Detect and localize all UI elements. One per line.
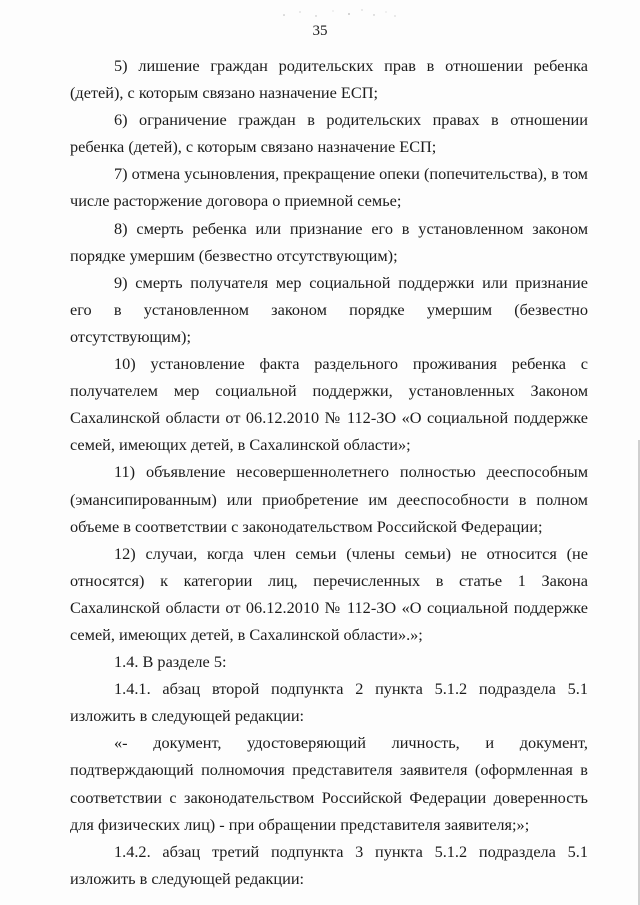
paragraph-item-11: 11) объявление несовершеннолетнего полностью дееспособным (эмансипированным) или приобретение им дееспособности в полном объеме в соответствии с законодательством Российской Федерации; <box>70 462 588 536</box>
scan-noise-mark <box>278 6 400 20</box>
paragraph-item-8: 8) смерть ребенка или признание его в установленном законом порядке умершим (безвестно отсутствующим); <box>70 218 588 265</box>
paragraph-item-7: 7) отмена усыновления, прекращение опеки (попечительства), в том числе расторжение договора о приемной семье; <box>70 164 588 211</box>
paragraph-item-9: 9) смерть получателя мер социальной поддержки или признание его в установленном законом порядке умершим (безвестно отсутствующим); <box>70 272 588 346</box>
section-1-4-1-quote: «- документ, удостоверяющий личность, и документ, подтверждающий полномочия представителя заявителя (оформленная в соответствии с законодательством Российской Федерации доверенность для физических лиц) - при обращении представителя заявителя;»; <box>70 733 588 834</box>
paragraph-item-5: 5) лишение граждан родительских прав в отношении ребенка (детей), с которым связано назначение ЕСП; <box>70 56 588 103</box>
document-body <box>70 52 588 892</box>
paragraph-item-10: 10) установление факта раздельного проживания ребенка с получателем мер социальной поддержки, установленных Законом Сахалинской области от 06.12.2010 № 112-ЗО «О социальной поддержке семей, имеющих детей, в Сахалинской области»; <box>70 354 588 455</box>
section-1-4-2: 1.4.2. абзац третий подпункта 3 пункта 5.1.2 подраздела 5.1 изложить в следующей редакции: <box>70 841 588 888</box>
page-edge-shadow <box>636 0 640 905</box>
section-1-4-heading: 1.4. В разделе 5: <box>114 652 227 672</box>
paragraph-item-12: 12) случаи, когда член семьи (члены семьи) не относится (не относятся) к категории лиц, перечисленных в статье 1 Закона Сахалинской области от 06.12.2010 № 112-ЗО «О социальной поддержке семей, имеющих детей, в Сахалинской области».»; <box>70 543 588 644</box>
page-number: 35 <box>312 23 328 39</box>
paragraph-item-6: 6) ограничение граждан в родительских правах в отношении ребенка (детей), с которым связано назначение ЕСП; <box>70 110 588 157</box>
section-1-4-1: 1.4.1. абзац второй подпункта 2 пункта 5.1.2 подраздела 5.1 изложить в следующей редакции: <box>70 679 588 726</box>
